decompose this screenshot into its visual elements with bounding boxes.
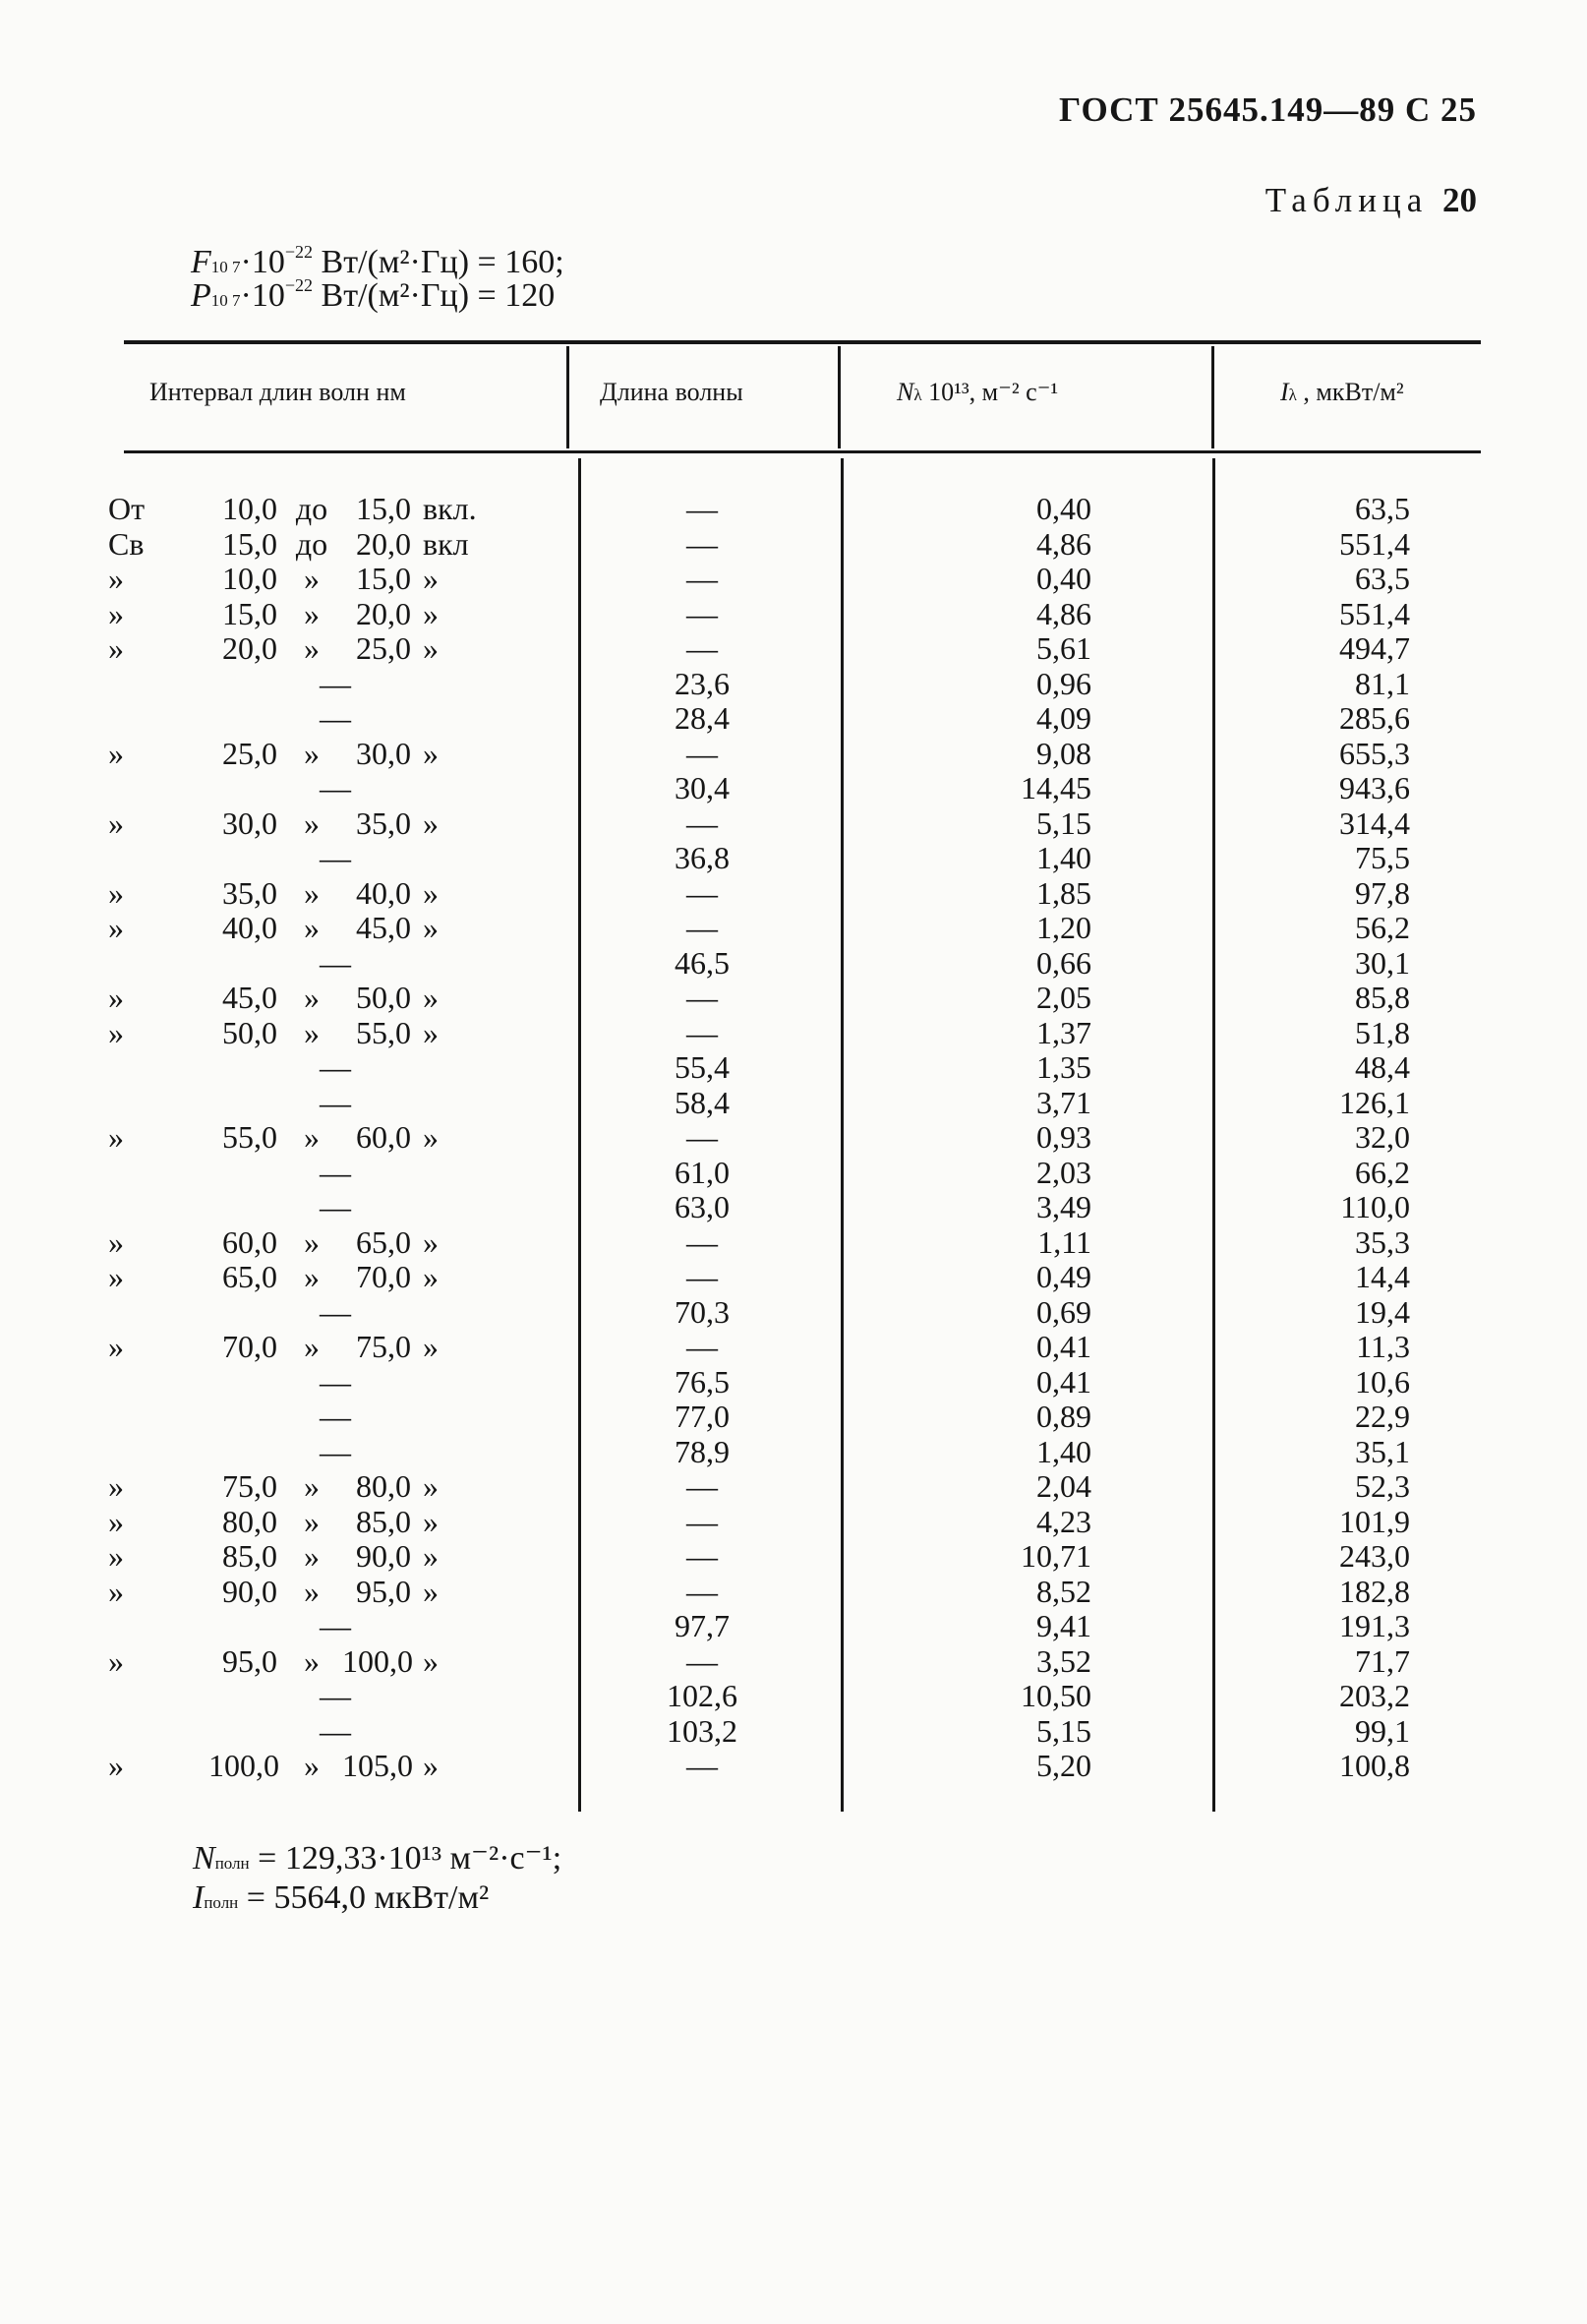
interval-dash: —: [320, 1433, 351, 1469]
wavelength-cell: —: [686, 1573, 718, 1609]
table-row: [0, 841, 1587, 876]
interval-preposition: »: [304, 1014, 320, 1050]
table-row: [0, 1050, 1587, 1086]
wavelength-cell: 61,0: [675, 1154, 730, 1190]
page-header: ГОСТ 25645.149—89 С 25: [1059, 90, 1477, 129]
wavelength-cell: 36,8: [675, 840, 730, 875]
interval-qualifier: »: [108, 1014, 124, 1050]
interval-qualifier: »: [108, 1259, 124, 1294]
interval-suffix: вкл.: [423, 491, 477, 526]
interval-qualifier: »: [108, 804, 124, 841]
table-row: [0, 806, 1587, 842]
interval-from: 10,0: [222, 561, 277, 596]
n-lambda-cell: 0,40: [1036, 491, 1091, 526]
interval-suffix: вкл: [423, 525, 469, 562]
interval-qualifier: »: [108, 1573, 124, 1609]
table-row: [0, 1679, 1587, 1714]
table-number: 20: [1442, 181, 1477, 219]
i-lambda-cell: 51,8: [1355, 1014, 1410, 1050]
interval-preposition: »: [304, 874, 320, 911]
n-lambda-cell: 9,08: [1036, 735, 1091, 771]
interval-dash: —: [320, 840, 351, 875]
table-row: [0, 562, 1587, 597]
n-lambda-cell: 1,40: [1036, 840, 1091, 875]
interval-from: 25,0: [222, 735, 277, 771]
i-lambda-cell: 99,1: [1355, 1712, 1410, 1749]
table-body: [0, 492, 1587, 1784]
interval-from: 35,0: [222, 874, 277, 911]
interval-preposition: »: [304, 630, 320, 666]
interval-qualifier: »: [108, 1119, 124, 1155]
n-lambda-cell: 0,40: [1036, 561, 1091, 596]
interval-to: 55,0: [356, 1014, 411, 1050]
i-lambda-cell: 101,9: [1339, 1503, 1410, 1539]
i-lambda-cell: 35,3: [1355, 1223, 1410, 1260]
interval-from: 50,0: [222, 1014, 277, 1050]
wavelength-cell: —: [686, 561, 718, 596]
i-lambda-cell: 97,8: [1355, 874, 1410, 911]
wavelength-cell: —: [686, 1538, 718, 1574]
table-row: [0, 1714, 1587, 1750]
interval-to: 85,0: [356, 1503, 411, 1539]
interval-to: 15,0: [356, 491, 411, 526]
table-row: [0, 1225, 1587, 1261]
n-lambda-cell: 2,05: [1036, 980, 1091, 1015]
wavelength-cell: —: [686, 1014, 718, 1050]
interval-from: 40,0: [222, 910, 277, 945]
interval-from: 70,0: [222, 1329, 277, 1364]
interval-preposition: »: [304, 735, 320, 771]
table-row: [0, 667, 1587, 702]
interval-to: 25,0: [356, 630, 411, 666]
interval-to: 15,0: [356, 561, 411, 596]
total-i: Iполн = 5564,0 мкВт/м²: [193, 1879, 490, 1916]
table-row: [0, 1609, 1587, 1644]
interval-suffix: »: [423, 1748, 439, 1783]
total-n: Nполн = 129,33·10¹³ м⁻²·с⁻¹;: [193, 1840, 562, 1877]
wavelength-cell: 28,4: [675, 700, 730, 736]
wavelength-cell: —: [686, 910, 718, 945]
interval-from: 80,0: [222, 1503, 277, 1539]
n-lambda-cell: 0,89: [1036, 1399, 1091, 1434]
i-lambda-cell: 314,4: [1339, 804, 1410, 841]
n-lambda-cell: 4,09: [1036, 700, 1091, 736]
n-lambda-cell: 0,49: [1036, 1259, 1091, 1294]
n-lambda-cell: 4,86: [1036, 525, 1091, 562]
wavelength-cell: —: [686, 1468, 718, 1504]
table-row: [0, 1400, 1587, 1435]
interval-preposition: »: [304, 980, 320, 1015]
table-row: [0, 1156, 1587, 1191]
col-header-interval: Интервал длин волн нм: [149, 378, 406, 406]
interval-suffix: »: [423, 1503, 439, 1539]
i-lambda-cell: 85,8: [1355, 980, 1410, 1015]
interval-dash: —: [320, 1084, 351, 1120]
i-lambda-cell: 10,6: [1355, 1363, 1410, 1400]
interval-to: 95,0: [356, 1573, 411, 1609]
interval-preposition: до: [295, 491, 328, 526]
interval-from: 15,0: [222, 595, 277, 631]
interval-qualifier: От: [108, 491, 146, 526]
table-row: [0, 876, 1587, 912]
interval-dash: —: [320, 1399, 351, 1434]
n-lambda-cell: 0,96: [1036, 665, 1091, 701]
table-row: [0, 597, 1587, 632]
interval-to: 105,0: [342, 1748, 413, 1783]
interval-qualifier: »: [108, 595, 124, 631]
interval-qualifier: »: [108, 630, 124, 666]
n-lambda-cell: 5,15: [1036, 804, 1091, 841]
i-lambda-cell: 75,5: [1355, 840, 1410, 875]
interval-qualifier: »: [108, 980, 124, 1015]
interval-qualifier: »: [108, 561, 124, 596]
i-lambda-cell: 48,4: [1355, 1049, 1410, 1085]
i-lambda-cell: 655,3: [1339, 735, 1410, 771]
formula-f107: F10 $7\cdot 10^{-22}$ Вт/(м²·Гц) = 160;: [191, 242, 564, 280]
interval-dash: —: [320, 1363, 351, 1400]
wavelength-cell: 102,6: [667, 1678, 737, 1713]
interval-to: 70,0: [356, 1259, 411, 1294]
interval-qualifier: »: [108, 1468, 124, 1504]
interval-from: 45,0: [222, 980, 277, 1015]
n-lambda-cell: 0,41: [1036, 1329, 1091, 1364]
interval-from: 65,0: [222, 1259, 277, 1294]
wavelength-cell: 63,0: [675, 1189, 730, 1224]
table-row: [0, 1086, 1587, 1121]
interval-dash: —: [320, 1154, 351, 1190]
n-lambda-cell: 5,61: [1036, 630, 1091, 666]
interval-preposition: »: [304, 1642, 320, 1679]
table-row: [0, 1120, 1587, 1156]
interval-dash: —: [320, 944, 351, 981]
interval-dash: —: [320, 700, 351, 736]
interval-suffix: »: [423, 910, 439, 945]
table-top-rule: [124, 340, 1481, 344]
i-lambda-cell: 191,3: [1339, 1608, 1410, 1643]
n-lambda-cell: 1,85: [1036, 874, 1091, 911]
interval-to: 90,0: [356, 1538, 411, 1574]
i-lambda-cell: 551,4: [1339, 595, 1410, 631]
i-lambda-cell: 56,2: [1355, 910, 1410, 945]
wavelength-cell: —: [686, 1748, 718, 1783]
col-divider: [838, 346, 841, 448]
n-lambda-cell: 10,50: [1021, 1678, 1091, 1713]
n-lambda-cell: 2,04: [1036, 1468, 1091, 1504]
n-lambda-cell: 1,35: [1036, 1049, 1091, 1085]
table-row: [0, 527, 1587, 563]
i-lambda-cell: 63,5: [1355, 561, 1410, 596]
interval-preposition: »: [304, 910, 320, 945]
interval-preposition: »: [304, 1259, 320, 1294]
interval-preposition: »: [304, 1573, 320, 1609]
table-row: [0, 1644, 1587, 1680]
wavelength-cell: —: [686, 491, 718, 526]
table-row: [0, 1260, 1587, 1295]
col-header-wavelength: Длина волны: [600, 378, 743, 406]
i-lambda-cell: 81,1: [1355, 665, 1410, 701]
interval-preposition: »: [304, 1223, 320, 1260]
n-lambda-cell: 1,20: [1036, 910, 1091, 945]
n-lambda-cell: 3,49: [1036, 1189, 1091, 1224]
interval-to: 40,0: [356, 874, 411, 911]
interval-preposition: »: [304, 1503, 320, 1539]
i-lambda-cell: 71,7: [1355, 1642, 1410, 1679]
interval-to: 75,0: [356, 1329, 411, 1364]
n-lambda-cell: 0,93: [1036, 1119, 1091, 1155]
table-row: [0, 737, 1587, 772]
interval-qualifier: »: [108, 1503, 124, 1539]
interval-to: 35,0: [356, 804, 411, 841]
interval-preposition: »: [304, 561, 320, 596]
wavelength-cell: —: [686, 980, 718, 1015]
interval-qualifier: »: [108, 1642, 124, 1679]
table-row: [0, 911, 1587, 946]
wavelength-cell: 55,4: [675, 1049, 730, 1085]
interval-qualifier: »: [108, 1748, 124, 1783]
i-lambda-cell: 126,1: [1339, 1084, 1410, 1120]
table-row: [0, 1190, 1587, 1225]
interval-suffix: »: [423, 1573, 439, 1609]
interval-from: 60,0: [222, 1223, 277, 1260]
interval-suffix: »: [423, 1329, 439, 1364]
i-lambda-cell: 66,2: [1355, 1154, 1410, 1190]
table-row: [0, 946, 1587, 982]
wavelength-cell: 103,2: [667, 1712, 737, 1749]
interval-from: 55,0: [222, 1119, 277, 1155]
wavelength-cell: 30,4: [675, 770, 730, 805]
table-row: [0, 492, 1587, 527]
interval-suffix: »: [423, 804, 439, 841]
table-row: [0, 981, 1587, 1016]
i-lambda-cell: 11,3: [1356, 1329, 1410, 1364]
interval-dash: —: [320, 1293, 351, 1330]
interval-dash: —: [320, 770, 351, 805]
table-row: [0, 1505, 1587, 1540]
interval-preposition: »: [304, 1748, 320, 1783]
i-lambda-cell: 943,6: [1339, 770, 1410, 805]
table-row: [0, 1575, 1587, 1610]
i-lambda-cell: 110,0: [1340, 1189, 1410, 1224]
wavelength-cell: —: [686, 804, 718, 841]
n-lambda-cell: 1,40: [1036, 1433, 1091, 1469]
interval-to: 45,0: [356, 910, 411, 945]
n-lambda-cell: 8,52: [1036, 1573, 1091, 1609]
i-lambda-cell: 35,1: [1355, 1433, 1410, 1469]
interval-dash: —: [320, 1608, 351, 1643]
wavelength-cell: —: [686, 1119, 718, 1155]
interval-suffix: »: [423, 1014, 439, 1050]
table-row: [0, 1749, 1587, 1784]
interval-qualifier: »: [108, 1538, 124, 1574]
n-lambda-cell: 3,71: [1036, 1084, 1091, 1120]
interval-dash: —: [320, 665, 351, 701]
interval-suffix: »: [423, 1642, 439, 1679]
n-lambda-cell: 14,45: [1021, 770, 1091, 805]
wavelength-cell: 97,7: [675, 1608, 730, 1643]
interval-suffix: »: [423, 561, 439, 596]
wavelength-cell: —: [686, 1503, 718, 1539]
table-caption: [1265, 181, 1477, 220]
table-row: [0, 1435, 1587, 1470]
interval-suffix: »: [423, 1119, 439, 1155]
interval-dash: —: [320, 1049, 351, 1085]
n-lambda-cell: 10,71: [1021, 1538, 1091, 1574]
wavelength-cell: 58,4: [675, 1084, 730, 1120]
wavelength-cell: —: [686, 630, 718, 666]
wavelength-cell: 78,9: [675, 1433, 730, 1469]
interval-qualifier: »: [108, 874, 124, 911]
interval-to: 60,0: [356, 1119, 411, 1155]
i-lambda-cell: 182,8: [1339, 1573, 1410, 1609]
interval-to: 30,0: [356, 735, 411, 771]
totals: [193, 1841, 561, 1920]
interval-suffix: »: [423, 735, 439, 771]
table-row: [0, 1330, 1587, 1365]
interval-qualifier: »: [108, 1329, 124, 1364]
table-row: [0, 1365, 1587, 1400]
interval-suffix: »: [423, 595, 439, 631]
interval-dash: —: [320, 1189, 351, 1224]
interval-qualifier: »: [108, 735, 124, 771]
interval-suffix: »: [423, 1223, 439, 1260]
n-lambda-cell: 0,41: [1036, 1363, 1091, 1400]
wavelength-cell: —: [686, 1329, 718, 1364]
interval-to: 20,0: [356, 595, 411, 631]
wavelength-cell: —: [686, 595, 718, 631]
interval-dash: —: [320, 1678, 351, 1713]
wavelength-cell: —: [686, 525, 718, 562]
wavelength-cell: 46,5: [675, 944, 730, 981]
i-lambda-cell: 52,3: [1355, 1468, 1410, 1504]
interval-suffix: »: [423, 1259, 439, 1294]
interval-to: 80,0: [356, 1468, 411, 1504]
interval-preposition: »: [304, 1468, 320, 1504]
table-row: [0, 771, 1587, 806]
interval-suffix: »: [423, 630, 439, 666]
i-lambda-cell: 243,0: [1339, 1538, 1410, 1574]
interval-to: 65,0: [356, 1223, 411, 1260]
table-row: [0, 1469, 1587, 1505]
table-row: [0, 1016, 1587, 1051]
col-header-i: Iλ , мкВт/м²: [1280, 378, 1404, 406]
i-lambda-cell: 494,7: [1339, 630, 1410, 666]
i-lambda-cell: 100,8: [1339, 1748, 1410, 1783]
interval-to: 20,0: [356, 525, 411, 562]
wavelength-cell: 77,0: [675, 1399, 730, 1434]
interval-preposition: »: [304, 804, 320, 841]
interval-from: 100,0: [208, 1748, 279, 1783]
interval-from: 20,0: [222, 630, 277, 666]
wavelength-cell: —: [686, 1223, 718, 1260]
interval-to: 50,0: [356, 980, 411, 1015]
i-lambda-cell: 551,4: [1339, 525, 1410, 562]
table-row: [0, 631, 1587, 667]
interval-from: 75,0: [222, 1468, 277, 1504]
interval-preposition: »: [304, 1329, 320, 1364]
n-lambda-cell: 1,37: [1036, 1014, 1091, 1050]
n-lambda-cell: 0,69: [1036, 1293, 1091, 1330]
interval-suffix: »: [423, 980, 439, 1015]
i-lambda-cell: 30,1: [1355, 944, 1410, 981]
interval-suffix: »: [423, 874, 439, 911]
n-lambda-cell: 4,23: [1036, 1503, 1091, 1539]
interval-qualifier: Св: [108, 525, 145, 562]
i-lambda-cell: 14,4: [1355, 1259, 1410, 1294]
n-lambda-cell: 5,20: [1036, 1748, 1091, 1783]
n-lambda-cell: 0,66: [1036, 944, 1091, 981]
n-lambda-cell: 3,52: [1036, 1642, 1091, 1679]
n-lambda-cell: 2,03: [1036, 1154, 1091, 1190]
table-row: [0, 701, 1587, 737]
interval-preposition: до: [295, 525, 328, 562]
interval-qualifier: »: [108, 1223, 124, 1260]
i-lambda-cell: 285,6: [1339, 700, 1410, 736]
i-lambda-cell: 203,2: [1339, 1678, 1410, 1713]
n-lambda-cell: 9,41: [1036, 1608, 1091, 1643]
interval-from: 90,0: [222, 1573, 277, 1609]
interval-dash: —: [320, 1712, 351, 1749]
col-divider: [1211, 346, 1214, 448]
table-header-rule: [124, 450, 1481, 453]
n-lambda-cell: 1,11: [1037, 1223, 1091, 1260]
wavelength-cell: —: [686, 735, 718, 771]
interval-suffix: »: [423, 1538, 439, 1574]
n-lambda-cell: 4,86: [1036, 595, 1091, 631]
interval-from: 30,0: [222, 804, 277, 841]
table-caption-word: Таблица: [1264, 181, 1429, 219]
interval-from: 15,0: [222, 525, 277, 562]
wavelength-cell: 23,6: [675, 665, 730, 701]
wavelength-cell: —: [686, 874, 718, 911]
interval-preposition: »: [304, 1119, 320, 1155]
interval-preposition: »: [304, 1538, 320, 1574]
interval-to: 100,0: [342, 1642, 413, 1679]
i-lambda-cell: 22,9: [1355, 1399, 1410, 1434]
wavelength-cell: —: [686, 1642, 718, 1679]
n-lambda-cell: 5,15: [1036, 1712, 1091, 1749]
table-row: [0, 1539, 1587, 1575]
formula-p107: P10 $7\cdot 10^{-22}$ Вт/(м²·Гц) = 120: [191, 275, 556, 314]
wavelength-cell: 76,5: [675, 1363, 730, 1400]
interval-from: 95,0: [222, 1642, 277, 1679]
table-row: [0, 1295, 1587, 1331]
col-header-n: Nλ 10¹³, м⁻² с⁻¹: [897, 378, 1059, 406]
interval-from: 85,0: [222, 1538, 277, 1574]
col-divider: [566, 346, 569, 448]
wavelength-cell: 70,3: [675, 1293, 730, 1330]
i-lambda-cell: 32,0: [1355, 1119, 1410, 1155]
interval-preposition: »: [304, 595, 320, 631]
i-lambda-cell: 63,5: [1355, 491, 1410, 526]
interval-suffix: »: [423, 1468, 439, 1504]
interval-qualifier: »: [108, 910, 124, 945]
wavelength-cell: —: [686, 1259, 718, 1294]
i-lambda-cell: 19,4: [1355, 1293, 1410, 1330]
interval-from: 10,0: [222, 491, 277, 526]
